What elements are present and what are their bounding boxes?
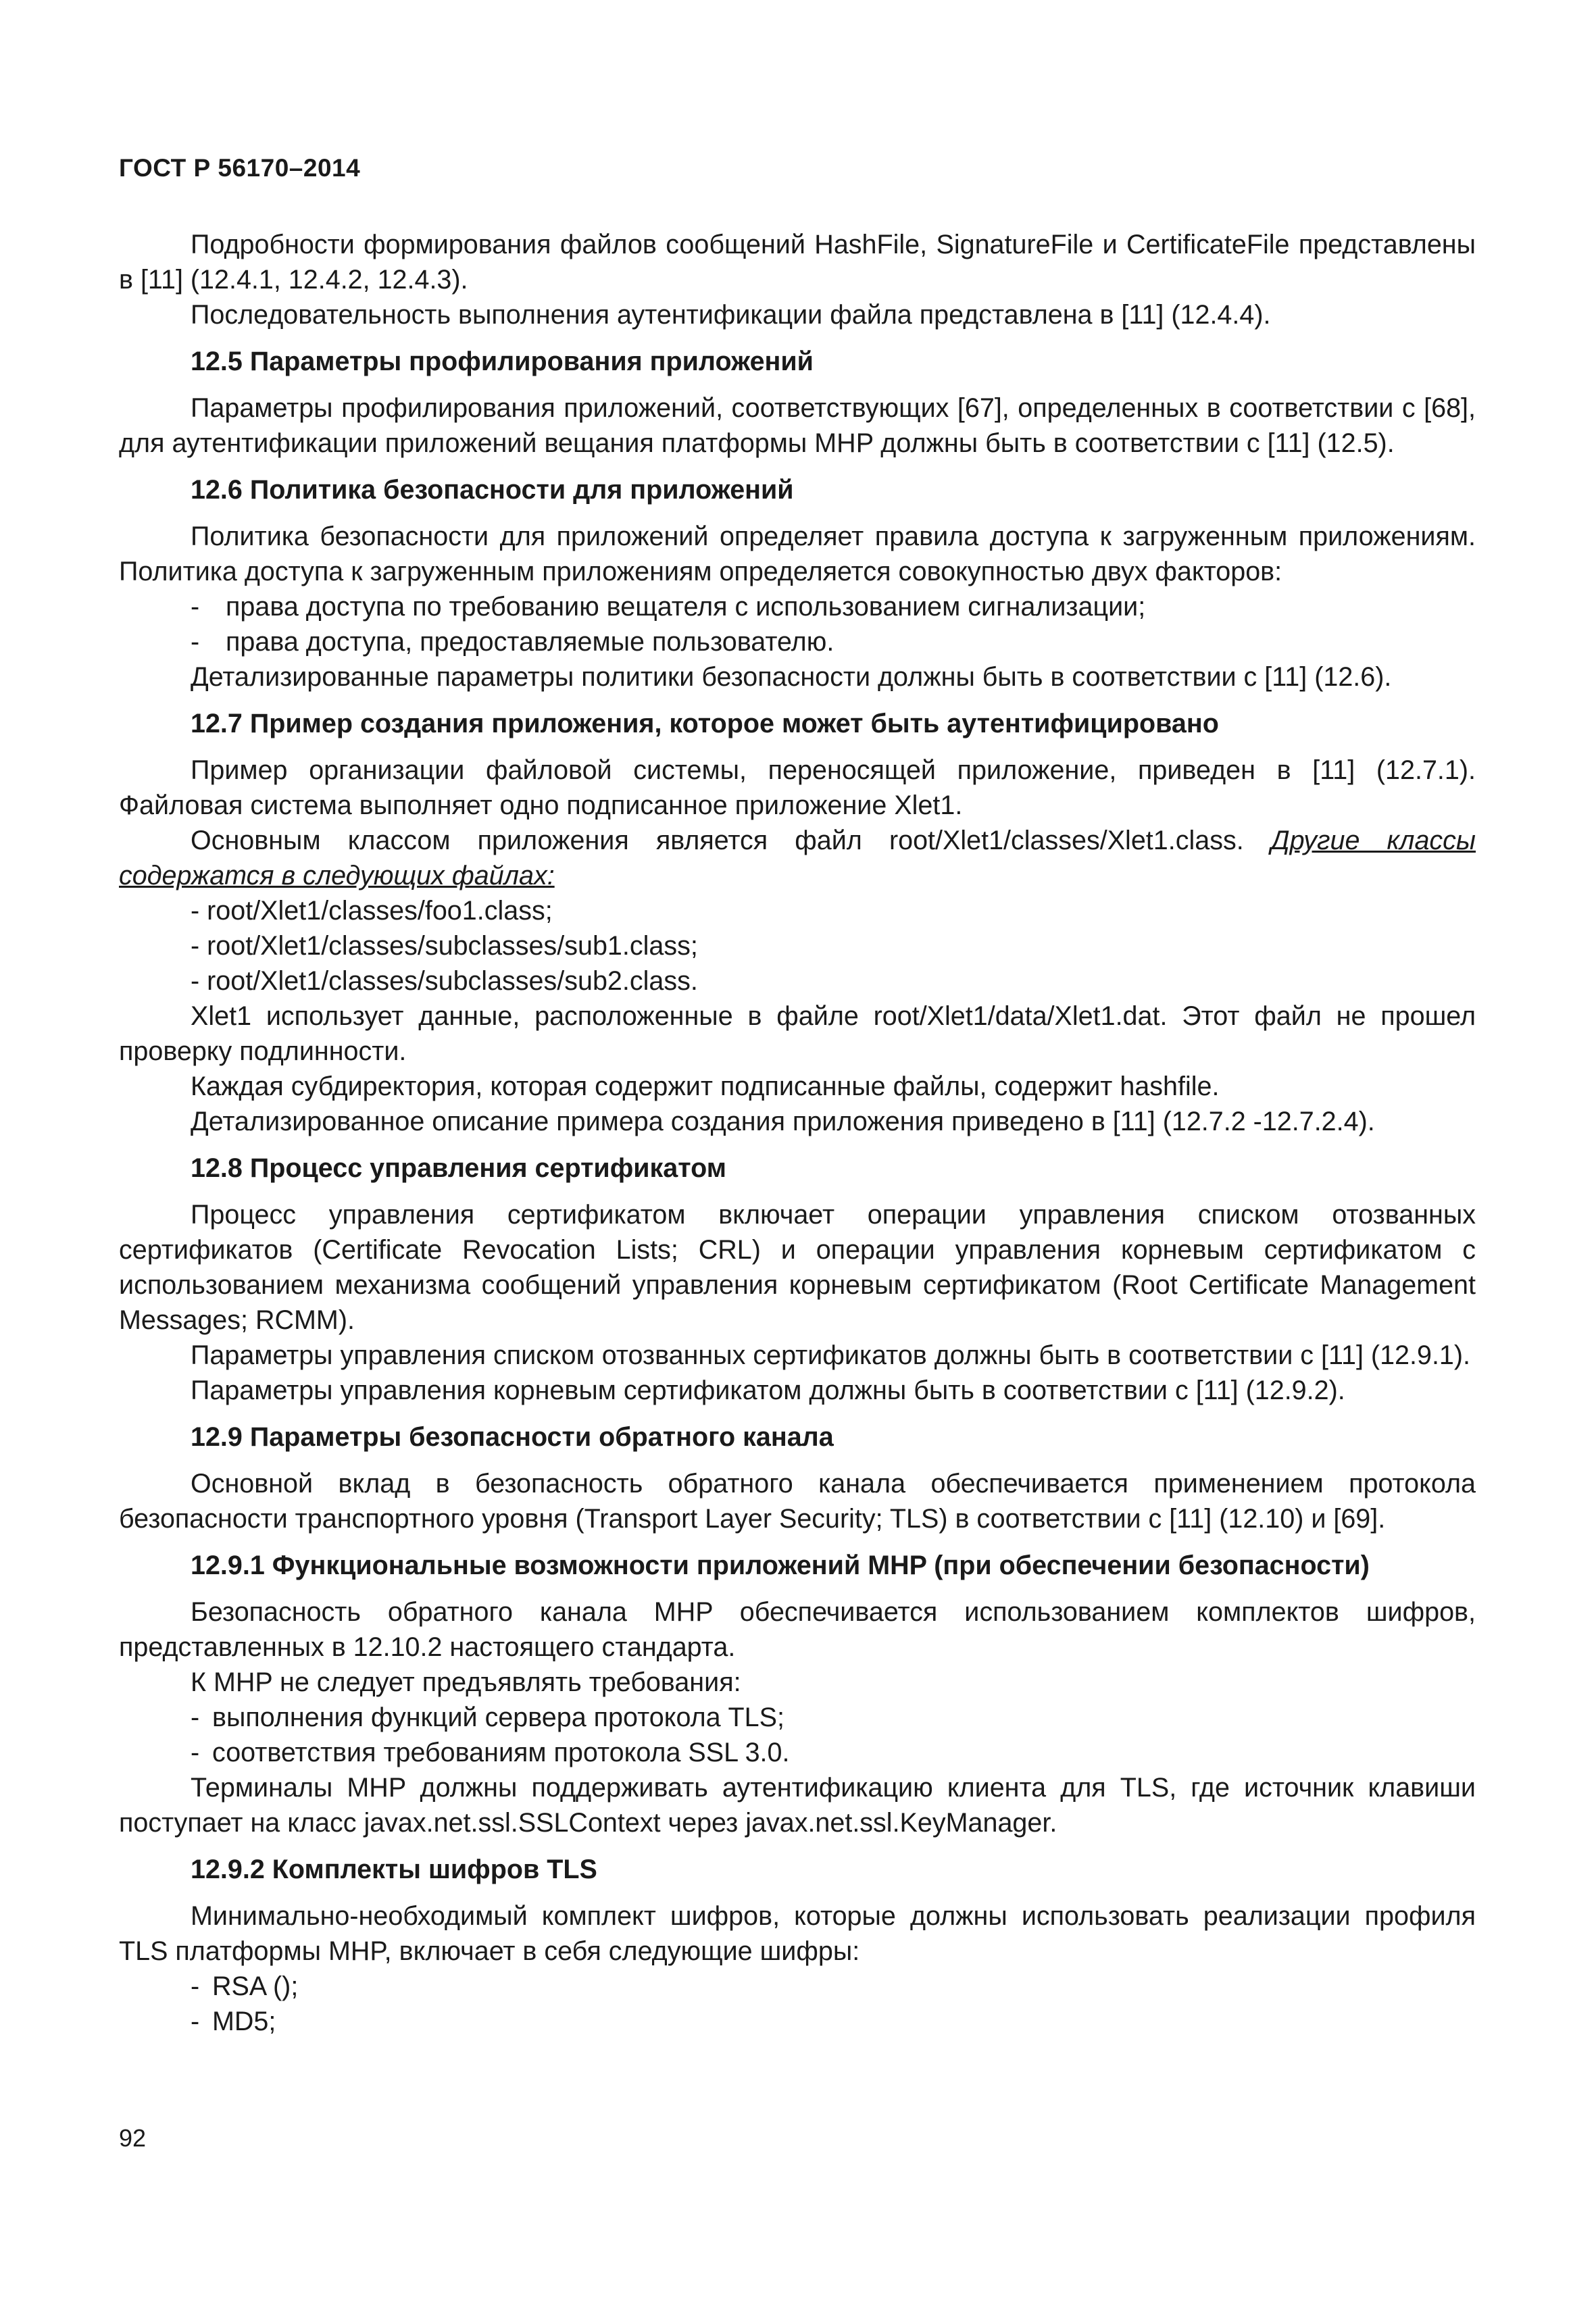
paragraph: Политика безопасности для приложений определяет правила доступа к загруженным приложениям. Политика доступа к загруженным приложениям определяется совокупностью двух факторов:	[119, 522, 1476, 586]
paragraph: Пример организации файловой системы, переносящей приложение, приведен в [11] (12.7.1). Файловая система выполняет одно подписанное приложение Xlet1.	[119, 755, 1476, 820]
paragraph: Безопасность обратного канала MHP обеспечивается использованием комплектов шифров, представленных в 12.10.2 настоящего стандарта.	[119, 1597, 1476, 1662]
list-item: - права доступа по требованию вещателя с использованием сигнализации;	[191, 592, 1146, 622]
list-item: - выполнения функций сервера протокола TLS;	[191, 1703, 784, 1732]
paragraph: Xlet1 использует данные, расположенные в файле root/Xlet1/data/Xlet1.dat. Этот файл не прошел проверку подлинности.	[119, 1001, 1476, 1066]
section-heading-12-9-1: 12.9.1 Функциональные возможности приложений MHP (при обеспечении безопасности)	[191, 1551, 1370, 1580]
underlined-italic-text: Другие классы содержатся в следующих файлах:	[119, 826, 1476, 890]
section-heading-12-7: 12.7 Пример создания приложения, которое может быть аутентифицировано	[191, 709, 1219, 738]
paragraph: Детализированное описание примера создания приложения приведено в [11] (12.7.2 -12.7.2.4).	[191, 1107, 1375, 1136]
paragraph: Параметры управления списком отозванных сертификатов должны быть в соответствии с [11] (12.9.1).	[191, 1340, 1471, 1370]
section-heading-12-5: 12.5 Параметры профилирования приложений	[191, 347, 814, 376]
paragraph: Минимально-необходимый комплект шифров, которые должны использовать реализации профиля TLS платформы MHP, включает в себя следующие шифры:	[119, 1901, 1476, 1966]
document-header: ГОСТ Р 56170–2014	[119, 154, 361, 182]
file-list	[119, 893, 1476, 999]
paragraph: Параметры профилирования приложений, соответствующих [67], определенных в соответствии с [68], для аутентификации приложений вещания платформы MHP должны быть в соответствии с [11] (12.5).	[119, 393, 1476, 458]
list-item: - root/Xlet1/classes/foo1.class;	[191, 896, 553, 926]
section-heading-12-9-2: 12.9.2 Комплекты шифров TLS	[191, 1855, 597, 1884]
paragraph: Последовательность выполнения аутентификации файла представлена в [11] (12.4.4).	[191, 300, 1271, 330]
paragraph: Детализированные параметры политики безопасности должны быть в соответствии с [11] (12.6).	[191, 662, 1392, 692]
section-heading-12-6: 12.6 Политика безопасности для приложений	[191, 475, 794, 505]
list-item: - соответствия требованиям протокола SSL 3.0.	[191, 1738, 790, 1767]
paragraph: Процесс управления сертификатом включает операции управления списком отозванных сертификатов (Certificate Revocation Lists; CRL) и операции управления корневым сертификатом с использованием механизма сообщений управления корневым сертификатом (Root Certificate Management Messages; RCMM).	[119, 1200, 1476, 1335]
bullet-list	[119, 1969, 1476, 2039]
paragraph: Терминалы MHP должны поддерживать аутентификацию клиента для TLS, где источник клавиши поступает на класс javax.net.ssl.SSLContext через javax.net.ssl.KeyManager.	[119, 1773, 1476, 1838]
section-heading-12-8: 12.8 Процесс управления сертификатом	[191, 1153, 726, 1183]
paragraph: К MHP не следует предъявлять требования:	[191, 1667, 741, 1697]
list-item: - права доступа, предоставляемые пользователю.	[191, 627, 834, 657]
list-item: - root/Xlet1/classes/subclasses/sub2.class.	[191, 966, 698, 996]
paragraph: Основным классом приложения является файл root/Xlet1/classes/Xlet1.class. Другие классы содержатся в следующих файлах:	[119, 826, 1476, 890]
list-item: - RSA ();	[191, 1971, 299, 2001]
document-body	[119, 227, 1476, 2039]
list-item: - root/Xlet1/classes/subclasses/sub1.class;	[191, 931, 698, 961]
page-number: 92	[119, 2124, 147, 2152]
paragraph: Каждая субдиректория, которая содержит подписанные файлы, содержит hashfile.	[191, 1072, 1220, 1101]
list-item: - MD5;	[191, 2007, 276, 2036]
paragraph: Подробности формирования файлов сообщений HashFile, SignatureFile и CertificateFile представлены в [11] (12.4.1, 12.4.2, 12.4.3).	[119, 230, 1476, 295]
paragraph: Параметры управления корневым сертификатом должны быть в соответствии с [11] (12.9.2).	[191, 1376, 1345, 1405]
bullet-list	[119, 1700, 1476, 1770]
paragraph: Основной вклад в безопасность обратного канала обеспечивается применением протокола безопасности транспортного уровня (Transport Layer Security; TLS) в соответствии с [11] (12.10) и [69].	[119, 1469, 1476, 1534]
bullet-list	[119, 589, 1476, 659]
section-heading-12-9: 12.9 Параметры безопасности обратного канала	[191, 1422, 834, 1452]
